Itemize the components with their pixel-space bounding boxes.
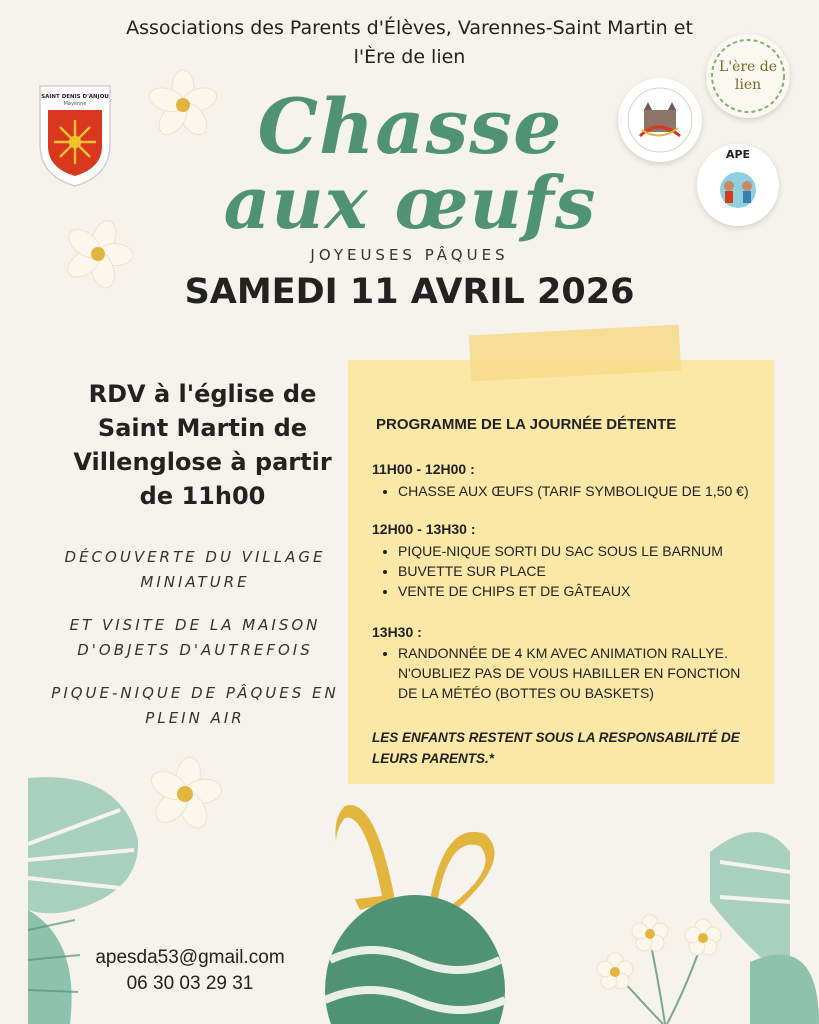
daisy-icon (143, 752, 227, 836)
contact-phone[interactable]: 06 30 03 29 31 (126, 973, 254, 994)
program-title: PROGRAMME DE LA JOURNÉE DÉTENTE (376, 416, 677, 433)
slot-time: 12H00 - 13H30 : (372, 521, 476, 537)
list-item: • RANDONNÉE DE 4 KM AVEC ANIMATION RALLYE. N'OUBLIEZ PAS DE VOUS HABILLER EN FONCTION DE LA MÉTÉO (BOTTES OU BASKETS) (398, 643, 758, 703)
header-line-2: l'Ère de lien (353, 46, 466, 68)
subtitle: JOYEUSES PÂQUES (310, 246, 509, 264)
list-item: • BUVETTE SUR PLACE (398, 561, 778, 581)
activity-line: MINIATURE (140, 573, 250, 591)
activity-line: D'OBJETS D'AUTREFOIS (77, 641, 313, 659)
activity-item (25, 613, 365, 663)
meeting-line-3: Villenglose à partir (73, 448, 332, 476)
list-item: • VENTE DE CHIPS ET DE GÂTEAUX (398, 581, 778, 601)
list-item: • PIQUE-NIQUE SORTI DU SAC SOUS LE BARNUM (398, 541, 778, 561)
daisy-bouquet-icon (585, 900, 735, 1024)
ape-text: APE (725, 148, 751, 161)
slot-time: 13H30 : (372, 624, 422, 640)
activity-line: PIQUE-NIQUE DE PÂQUES EN (51, 684, 339, 702)
header-line-1: Associations des Parents d'Élèves, Varennes-Saint Martin et (126, 17, 693, 39)
crest-label: SAINT DENIS D'ANJOU (41, 94, 109, 100)
meeting-line-1: RDV à l'église de (88, 380, 317, 408)
slot-time: 11H00 - 12H00 : (372, 461, 475, 477)
ere-de-lien-logo (706, 34, 790, 118)
activity-line: PLEIN AIR (145, 709, 245, 727)
slot-items (376, 481, 778, 501)
activity-line: DÉCOUVERTE DU VILLAGE (64, 548, 326, 566)
meeting-line-2: Saint Martin de (97, 414, 308, 442)
meeting-line-4: de 11h00 (139, 482, 266, 510)
castle-association-logo (618, 78, 702, 162)
header-text (0, 14, 819, 72)
meeting-info (30, 377, 375, 513)
activity-line: ET VISITE DE LA MAISON (69, 616, 321, 634)
title-line-1: Chasse (257, 82, 563, 171)
list-item: • CHASSE AUX ŒUFS (TARIF SYMBOLIQUE DE 1,50 €) (398, 481, 778, 501)
contact-email[interactable]: apesda53@gmail.com (95, 947, 285, 968)
warning-text: LES ENFANTS RESTENT SOUS LA RESPONSABILITÉ DE LEURS PARENTS.* (372, 730, 740, 766)
ere-de-lien-text: L'ère de lien (718, 59, 778, 93)
bunny-egg-icon (300, 800, 530, 1024)
slot-items (376, 541, 778, 601)
slot-items (376, 643, 758, 703)
saint-denis-crest-logo (38, 84, 112, 188)
activity-item (25, 545, 365, 595)
activity-item (25, 681, 365, 731)
title-line-2: aux œufs (223, 160, 597, 245)
ape-logo (697, 144, 779, 226)
crest-sublabel: Mayenne (63, 101, 87, 107)
event-date: SAMEDI 11 AVRIL 2026 (184, 272, 635, 312)
